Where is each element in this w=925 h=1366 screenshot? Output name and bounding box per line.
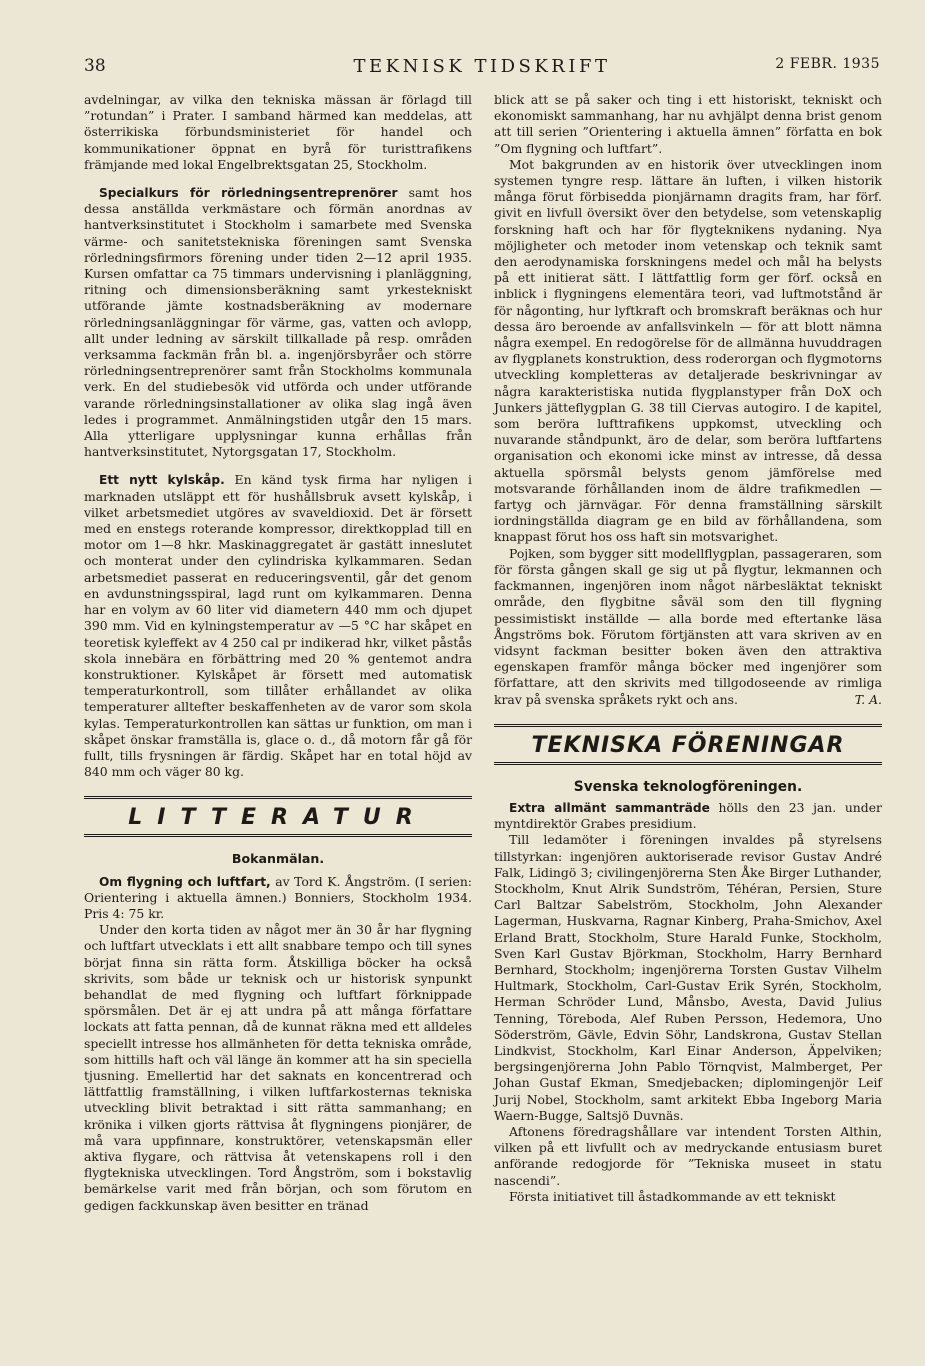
page-header	[84, 52, 880, 82]
bokanmalan-heading: Bokanmälan.	[231, 851, 325, 867]
book-citation	[84, 874, 472, 923]
review-paragraph-1: Under den korta tiden av något mer än 30 år har flygning och luftfart utvecklats i ett allt snabbare tempo och till synes börjat finna sin rätta form. Åtskilliga böcker ha också skrivits, som både ur teknisk och ur historisk synpunkt behandlat de med flygning och luftfart förknippade spörsmålen. Det är ej att undra på att många författare lockats att fatta pennan, då de kunnat räkna med ett alldeles speciellt intresse hos allmänheten för detta tekniska område, som hittills haft och väl länge än kommer att ha sin speciella tjusning. Emellertid har det saknats en koncentrerad och lättfattlig framställning, i vilken luftfarkosternas tekniska utveckling blivit betraktad i sitt rätta sammanhang; en krönika i vilken gjorts rättvisa åt flygningens pionjärer, de må vara uppfinnare, konstruktörer, vetenskapsmän eller aktiva flygare, och rättvisa åt vetenskapens roll i den flygtekniska utvecklingen. Tord Ångström, som i bokstavlig bemärkelse varit med från början, och som förutom en gedigen fackkunskap även besitter en tränad	[84, 922, 472, 1213]
review-continuation: blick att se på saker och ting i ett historiskt, tekniskt och ekonomiskt sammanhang, har nu avhjälpt denna brist genom att till serien ”Orientering i aktuella ämnen” författa en bok ”Om flygning och luftfart”.	[494, 92, 882, 156]
meeting-body: hölls den 23 jan. under myntdirektör Grabes presidium.	[494, 799, 882, 832]
specialkurs-lead: Specialkurs för rörledningsentreprenörer	[99, 186, 398, 201]
specialkurs-paragraph	[84, 185, 472, 460]
right-column	[494, 92, 882, 1205]
teknologforeningen-heading: Svenska teknologföreningen.	[573, 778, 803, 795]
intro-paragraph: avdelningar, av vilka den tekniska mässan är förlagd till ”rotundan” i Prater. I samband härmed kan meddelas, att österrikiska förbundsministeriet för handel och kommunikationer öppnat en byrå för turisttrafikens främjande med lokal Engelbrektsgatan 25, Stockholm.	[84, 92, 472, 172]
kylskap-lead: Ett nytt kylskåp.	[99, 473, 225, 488]
specialkurs-body: samt hos dessa anställda verkmästare och förmän anordnas av hantverksinstitutet i Stockholm i samarbete med Svenska värme- och sanitetstekniska föreningen samt Svenska rörledningsfirmors förening under tiden 2—12 april 1935. Kursen omfattar ca 75 timmars undervisning i planläggning, ritning och dimensionsberäkning samt yrkestekniskt utförande jämte kostnadsberäkning av modernare rörledningsanläggningar för värme, gas, vatten och avlopp, allt under ledning av särskilt tillkallade på resp. områden verksamma fackmän från bl. a. ingenjörsbyråer och större rörledningsentreprenörer samt från Stockholms kommunala verk. En del studiebesök vid utförda och under utförande varande rörledningsinstallationer av olika slag ingå även ledes i programmet. Anmälningstiden utgår den 15 mars. Alla ytterligare upplysningar kunna erhållas från hantverksinstitutet, Nytorgsgatan 17, Stockholm.	[84, 185, 472, 460]
page-number: 38	[84, 56, 106, 76]
issue-date: 2 FEBR. 1935	[775, 56, 880, 72]
meeting-paragraph	[494, 800, 882, 832]
review-paragraph-3	[494, 546, 882, 708]
review-paragraph-2: Mot bakgrunden av en historik över utvecklingen inom systemen tyngre resp. lättare än luften, i vilken historik många förut förbisedda pionjärnamn dragits fram, har förf. givit en livfull översikt över den betydelse, som vetenskaplig forskning haft och har för flygteknikens nydaning. Nya möjligheter och metoder inom vetenskap och teknik samt den aerodynamiska forskningens medel och mål ha belysts på ett initierat sätt. I lättfattlig form ger förf. också en inblick i flygningens elementära teori, vad luftmotstånd är för någonting, hur lyftkraft och bromskraft beräknas och hur dessa äro beroende av anfallsvinkeln — för att blott nämna några exempel. En redogörelse för de allmänna huvuddragen av flygplanets konstruktion, dess roderorgan och flygmotorns utveckling kompletteras av detaljerade beskrivningar av några karakteristiska nutida flygplanstyper från DoX och Junkers jätteflygplan G. 38 till Ciervas autogiro. I de kapitel, som beröra lufttrafikens uppkomst, utveckling och nuvarande ståndpunkt, äro de delar, som beröra luftfartens organisation och ekonomi icke minst av intresse, då dessa aktuella spörsmål belysts genom jämförelse med motsvarande förhållanden inom de äldre trafikmedlen — fartyg och järnvägar. För denna framställning särskilt iordningställda diagram ge en bild av förhållandena, som knappast förut hos oss haft sin motsvarighet.	[494, 156, 882, 545]
journal-title: TEKNISK TIDSKRIFT	[353, 56, 611, 77]
members-paragraph: Till ledamöter i föreningen invaldes på styrelsens tillstyrkan: ingenjören auktoriserade revisor Gustav André Falk, Lidingö 3; civilingenjörerna Sten Åke Birger Luthander, Stockholm, Knut Alrik Sundström, Téhéran, Persien, Sture Carl Baltzar Sabelström, Stockholm, John Alexander Lagerman, Huskvarna, Ragnar Kinberg, Praha-Smichov, Axel Erland Bratt, Stockholm, Sture Harald Funke, Stockholm, Sven Karl Gustav Björkman, Stockholm, Harry Bernhard Bernhard, Stockholm; ingenjörerna Torsten Gustav Vilhelm Hultmark, Stockholm, Carl-Gustav Erik Syrén, Stockholm, Herman Schröder Lund, Månsbo, Avesta, David Julius Tenning, Töreboda, Alef Ruben Persson, Hedemora, Uno Söderström, Gävle, Edvin Söhr, Landskrona, Gustav Stellan Lindkvist, Stockholm, Karl Einar Anderson, Äppelviken; bergsingenjörerna John Pablo Törnqvist, Malmberget, Per Johan Gustaf Ekman, Smedjebacken; diplomingenjör Leif Jurij Nobel, Stockholm, samt arkitekt Ebba Ingeborg Maria Waern-Bugge, Saltsjö Duvnäs.	[494, 832, 882, 1123]
left-column	[84, 92, 472, 1214]
review-signature: T. A.	[854, 691, 882, 707]
meeting-lead: Extra allmänt sammanträde	[509, 800, 710, 815]
book-title: Om flygning och luftfart,	[99, 874, 271, 889]
speaker-paragraph: Aftonens föredragshållare var intendent Torsten Althin, vilken på ett livfullt och av medryckande entusiasm buret anförande redogjorde för ”Tekniska museet in statu nascendi”.	[494, 1123, 882, 1188]
kylskap-paragraph	[84, 472, 472, 780]
tekniska-foreningar-banner: TEKNISKA FÖRENINGAR	[494, 724, 882, 765]
review-paragraph-3-text: Pojken, som bygger sitt modellflygplan, passageraren, som för första gången skall ge sig ut på flygtur, lekmannen och fackmannen, ingenjören inom något närbesläktat tekniskt område, den flygbitne såväl som den till flygning pessimistiskt inställde — alla borde med eftertanke läsa Ångströms bok. Förutom förtjänsten att vara skriven av en vidsynt fackman besitter boken även den attraktiva egenskapen framför många böcker med ingenjörer som författare, att den skrivits med tillgodoseende av rimliga krav på svenska språkets rykt och ans.	[494, 545, 882, 707]
litteratur-banner: LITTERATUR	[84, 796, 472, 837]
kylskap-body: En känd tysk firma har nyligen i marknaden utsläppt ett för hushållsbruk avsett kylskåp, i vilket arbetsmediet utgöres av svaveldioxid. Det är försett med en enstegs roterande kompressor, direktkopplad till en motor om 1—8 hkr. Maskinaggregatet är gastätt inneslutet och monterat under den cylindriska kylkammaren. Sedan arbetsmediet passerat en reduceringsventil, går det genom en avdunstningsspiral, lagd runt om kylkammaren. Denna har en volym av 60 liter vid diametern 440 mm och djupet 390 mm. Vid en kylningstemperatur av —5 °C har skåpet en teoretisk kyleffekt av 4 250 cal pr indikerad hkr, vilket påstås skola innebära en förbättring med 20 % gentemot andra konstruktioner. Kylskåpet är försett med automatisk temperaturkontroll, som tillåter erhållandet av olika temperaturer alltefter beskaffenheten av de varor som skola kylas. Temperaturkontrollen kan sättas ur funktion, om man i skåpet önskar framställa is, glace o. d., då motorn får gå för fullt, tills frysningen är färdig. Skåpet har en total höjd av 840 mm och väger 80 kg.	[84, 472, 472, 780]
initiative-paragraph: Första initiativet till åstadkommande av ett tekniskt	[509, 1188, 836, 1204]
book-info: av Tord K. Ångström. (I serien: Orientering i aktuella ämnen.) Bonniers, Stockholm 1934. Pris 4: 75 kr.	[84, 873, 472, 921]
